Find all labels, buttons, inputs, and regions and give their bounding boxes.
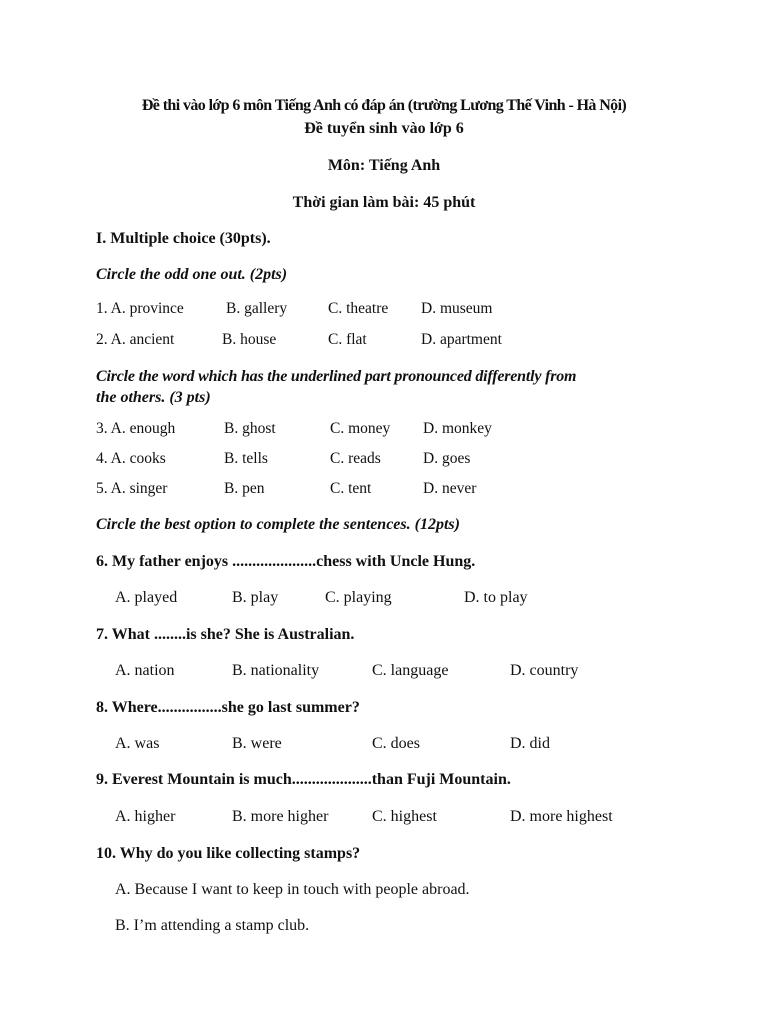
q6-option-a: A. played <box>115 589 178 606</box>
q9-option-b: B. more higher <box>232 808 329 825</box>
q7-option-a: A. nation <box>115 662 175 679</box>
document-title: Đề thi vào lớp 6 môn Tiếng Anh có đáp án (trường Lương Thế Vinh - Hà Nội) <box>141 97 627 114</box>
q3-option-d: D. monkey <box>423 420 492 437</box>
best-option-instruction: Circle the best option to complete the sentences. (12pts) <box>96 516 460 533</box>
q2-option-d: D. apartment <box>421 331 502 348</box>
q2-option-c: C. flat <box>328 331 367 348</box>
time-line: Thời gian làm bài: 45 phút <box>292 194 476 211</box>
q1-option-a: 1. A. province <box>96 300 184 317</box>
q1-option-b: B. gallery <box>226 300 288 317</box>
q3-option-a: 3. A. enough <box>96 420 176 437</box>
q9-stem: 9. Everest Mountain is much....................than Fuji Mountain. <box>96 771 511 788</box>
q8-option-b: B. were <box>232 735 282 752</box>
pronunciation-instruction-line1: Circle the word which has the underlined part pronounced differently from <box>96 368 577 385</box>
q4-option-b: B. tells <box>224 450 268 467</box>
q4-option-a: 4. A. cooks <box>96 450 166 467</box>
q4-option-d: D. goes <box>423 450 471 467</box>
q8-option-a: A. was <box>115 735 160 752</box>
q4-option-c: C. reads <box>330 450 381 467</box>
q6-stem: 6. My father enjoys .....................chess with Uncle Hung. <box>96 553 476 570</box>
q1-option-d: D. museum <box>421 300 493 317</box>
q6-option-d: D. to play <box>464 589 528 606</box>
q9-option-d: D. more highest <box>510 808 613 825</box>
q6-option-c: C. playing <box>325 589 392 606</box>
q5-option-a: 5. A. singer <box>96 480 168 497</box>
q8-option-c: C. does <box>372 735 420 752</box>
q2-option-a: 2. A. ancient <box>96 331 175 348</box>
q8-stem: 8. Where................she go last summer? <box>96 699 360 716</box>
q3-option-b: B. ghost <box>224 420 276 437</box>
odd-one-out-instruction: Circle the odd one out. (2pts) <box>96 266 288 283</box>
q7-stem: 7. What ........is she? She is Australian. <box>96 626 355 643</box>
q9-option-a: A. higher <box>115 808 176 825</box>
q7-option-d: D. country <box>510 662 579 679</box>
q6-option-b: B. play <box>232 589 279 606</box>
q2-option-b: B. house <box>222 331 277 348</box>
exam-subtitle: Đề tuyển sinh vào lớp 6 <box>304 120 464 137</box>
q5-option-b: B. pen <box>224 480 265 497</box>
q5-option-d: D. never <box>423 480 477 497</box>
subject-line: Môn: Tiếng Anh <box>327 157 441 174</box>
q9-option-c: C. highest <box>372 808 437 825</box>
q1-option-c: C. theatre <box>328 300 389 317</box>
q10-option-b: B. I’m attending a stamp club. <box>115 917 310 934</box>
q3-option-c: C. money <box>330 420 391 437</box>
q8-option-d: D. did <box>510 735 550 752</box>
q5-option-c: C. tent <box>330 480 372 497</box>
q7-option-b: B. nationality <box>232 662 320 679</box>
q10-option-a: A. Because I want to keep in touch with people abroad. <box>115 881 470 898</box>
q7-option-c: C. language <box>372 662 449 679</box>
pronunciation-instruction-line2: the others. (3 pts) <box>96 389 211 406</box>
section-title: I. Multiple choice (30pts). <box>96 230 271 247</box>
q10-stem: 10. Why do you like collecting stamps? <box>96 845 361 862</box>
